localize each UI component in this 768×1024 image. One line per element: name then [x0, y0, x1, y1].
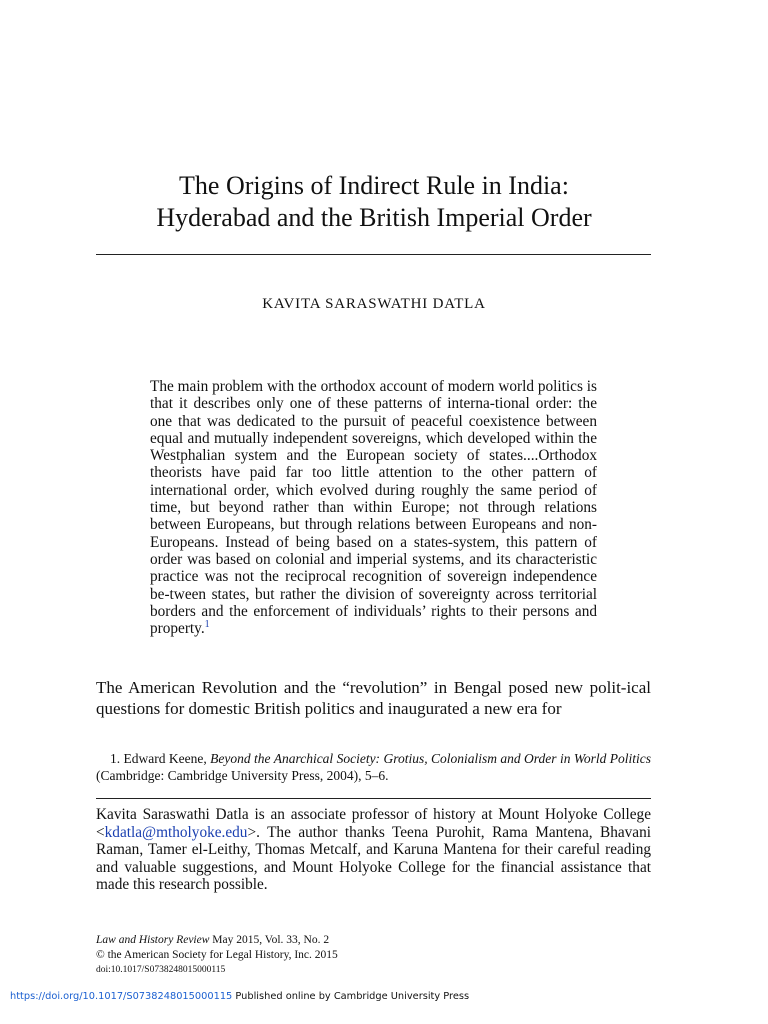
footnote-1	[96, 750, 651, 784]
author-email-link[interactable]: kdatla@mtholyoke.edu	[104, 823, 248, 841]
article-title-line-2: Hyderabad and the British Imperial Order	[156, 203, 592, 232]
article-title	[96, 170, 652, 234]
author-bio	[96, 806, 651, 894]
title-divider	[96, 254, 651, 255]
journal-copyright: © the American Society for Legal History, Inc. 2015	[96, 949, 338, 961]
bio-text-before: Kavita Saraswathi Datla is an associate professor of history at Mount Holyoke College <	[96, 806, 651, 841]
journal-info	[96, 933, 651, 978]
journal-issue-line	[96, 933, 651, 948]
journal-name: Law and History Review	[96, 934, 210, 946]
publisher-banner	[10, 991, 469, 1002]
footnote-citation: (Cambridge: Cambridge University Press, 2004), 5–6.	[96, 768, 389, 783]
bio-divider	[96, 798, 651, 799]
footnote-number: 1.	[110, 751, 121, 766]
journal-issue: May 2015, Vol. 33, No. 2	[212, 934, 330, 946]
published-online-text: Published online by Cambridge University Press	[235, 991, 470, 1002]
doi-link[interactable]: https://doi.org/10.1017/S0738248015000115	[10, 991, 233, 1002]
footnote-ref-link[interactable]: 1	[204, 619, 210, 631]
journal-doi: doi:10.1017/S0738248015000115	[96, 965, 226, 975]
body-paragraph: The American Revolution and the “revolution” in Bengal posed new polit-ical questions for domestic British politics and inaugurated a new era for	[96, 678, 651, 718]
epigraph-quote	[150, 378, 597, 637]
author-name: KAVITA SARASWATHI DATLA	[262, 296, 486, 312]
epigraph-text: The main problem with the orthodox account of modern world politics is that it describes only one of these patterns of interna-tional order: the one that was dedicated to the pursuit of peaceful coexistence between equal and mutually independent sovereigns, which developed within the Westphalian system and the European society of states....Orthodox theorists have paid far too little attention to the other pattern of international order, which evolved during roughly the same period of time, but beyond rather than within Europe; not through relations between Europeans, but through relations between Europeans and non-Europeans. Instead of being based on a states-system, this pattern of order was based on colonial and imperial systems, and its characteristic practice was not the reciprocal recognition of sovereign independence be-tween states, but rather the division of sovereignty across territorial borders and the enforcement of individuals’ rights to their persons and property.	[150, 378, 597, 638]
footnote-book-title: Beyond the Anarchical Society: Grotius, Colonialism and Order in World Politics	[210, 751, 651, 766]
footnote-author: Edward Keene,	[123, 751, 207, 766]
article-title-line-1: The Origins of Indirect Rule in India:	[179, 171, 569, 200]
bio-text-after: >. The author thanks Teena Purohit, Rama Mantena, Bhavani Raman, Tamer el-Leithy, Thomas Metcalf, and Karuna Mantena for their careful reading and valuable suggestions, and Mount Holyoke College for the financial assistance that made this research possible.	[96, 823, 651, 894]
